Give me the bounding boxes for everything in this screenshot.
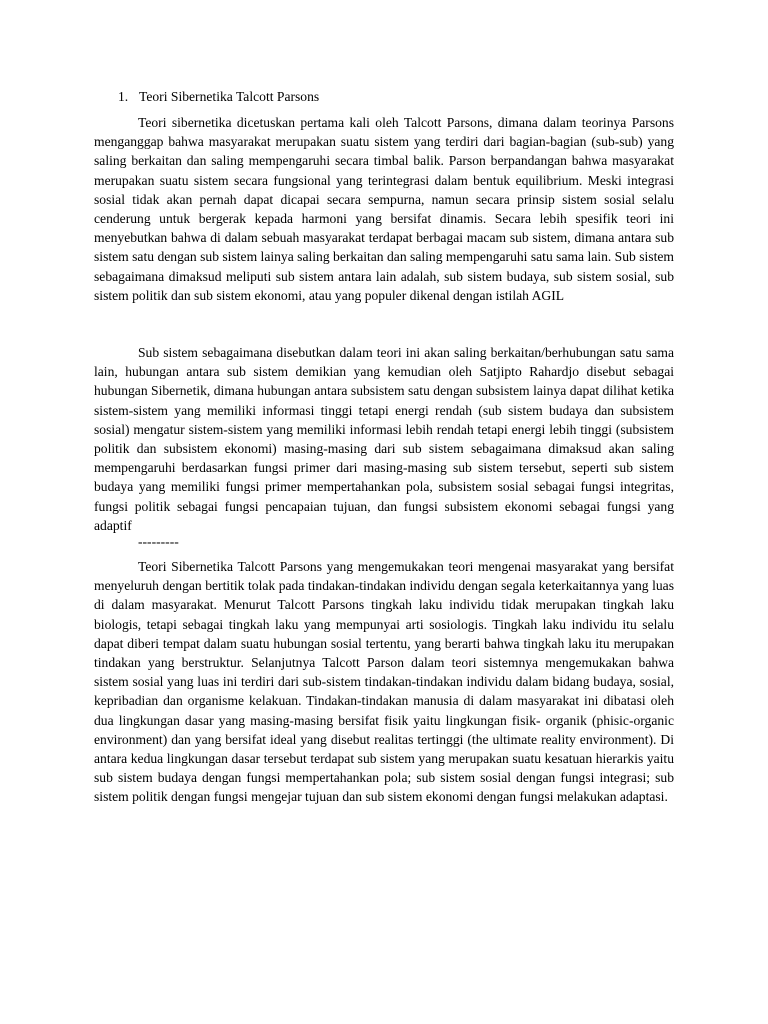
paragraph-2: Sub sistem sebagaimana disebutkan dalam teori ini akan saling berkaitan/berhubungan satu sama lain, hubungan antara sub sistem demikian yang kemudian oleh Satjipto Rahardjo disebut sebagai hubungan Sibernetik, dimana hubungan antara subsistem satu dengan subsistem lainya dapat dilihat ketika sistem-sistem yang memiliki informasi tinggi tetapi energi rendah (sub sistem budaya dan subsistem sosial) mengatur sistem-sistem yang memiliki informasi lebih rendah tetapi energi lebih tinggi (subsistem politik dan subsistem ekonomi) masing-masing dari sub sistem sebagaimana dimaksud akan saling mempengaruhi berdasarkan fungsi primer dari masing-masing sub sistem tersebut, seperti sub sistem budaya yang memiliki fungsi primer mempertahankan pola, subsistem sosial sebagai fungsi integritas, fungsi politik sebagai fungsi pencapaian tujuan, dan fungsi subsistem ekonomi sebagai fungsi yang adaptif [94, 345, 674, 533]
heading-number: 1. [118, 89, 129, 104]
section-heading [118, 87, 319, 106]
paragraph-1: Teori sibernetika dicetuskan pertama kali oleh Talcott Parsons, dimana dalam teorinya Parsons menganggap bahwa masyarakat merupakan suatu sistem yang terdiri dari bagian-bagian (sub-sub) yang saling berkaitan dan saling mempengaruhi secara timbal balik. Parson berpandangan bahwa masyarakat merupakan suatu sistem secara fungsional yang terintegrasi dalam bentuk equilibrium. Meski integrasi sosial tidak akan pernah dapat dicapai secara sempurna, namun secara prinsip sistem sosial selalu cenderung untuk bergerak kepada harmoni yang bersifat dinamis. Secara lebih spesifik teori ini menyebutkan bahwa di dalam sebuah masyarakat terdapat berbagai macam sub sistem, dimana antara sub sistem satu dengan sub sistem lainya saling berkaitan dan saling mempengaruhi satu sama lain. Sub sistem sebagaimana dimaksud meliputi sub sistem antara lain adalah, sub sistem budaya, sub sistem sosial, sub sistem politik dan sub sistem ekonomi, atau yang populer dikenal dengan istilah AGIL [94, 115, 674, 303]
paragraph-3: Teori Sibernetika Talcott Parsons yang mengemukakan teori mengenai masyarakat yang bersifat menyeluruh dengan bertitik tolak pada tindakan-tindakan individu dengan segala keterkaitannya yang luas di dalam masyarakat. Menurut Talcott Parsons tingkah laku individu tidak merupakan tingkah laku biologis, tetapi sebagai tingkah laku yang mempunyai arti sosiologis. Tingkah laku individu itu selalu dapat diberi tempat dalam suatu hubungan sosial tertentu, yang berarti bahwa tingkah laku itu merupakan tindakan yang berstruktur. Selanjutnya Talcott Parson dalam teori sistemnya mengemukakan bahwa sistem sosial yang luas ini terdiri dari sub-sistem tindakan-tindakan individu dalam bidang budaya, sosial, kepribadian dan organisme kelakuan. Tindakan-tindakan manusia di dalam masyarakat ini dibatasi oleh dua lingkungan dasar yang masing-masing bersifat fisik yaitu lingkungan fisik- organik (phisic-organic environment) dan yang bersifat ideal yang disebut realitas tertinggi (the ultimate reality environment). Di antara kedua lingkungan dasar tersebut terdapat sub sistem yang merupakan suatu kesatuan hierarkis yaitu sub sistem budaya dengan fungsi mempertahankan pola; sub sistem sosial dengan fungsi integrasi; sub sistem politik dengan fungsi mengejar tujuan dan sub sistem ekonomi dengan fungsi melakukan adaptasi. [94, 559, 674, 805]
separator-line: --------- [138, 534, 179, 549]
heading-title: Teori Sibernetika Talcott Parsons [139, 89, 320, 104]
